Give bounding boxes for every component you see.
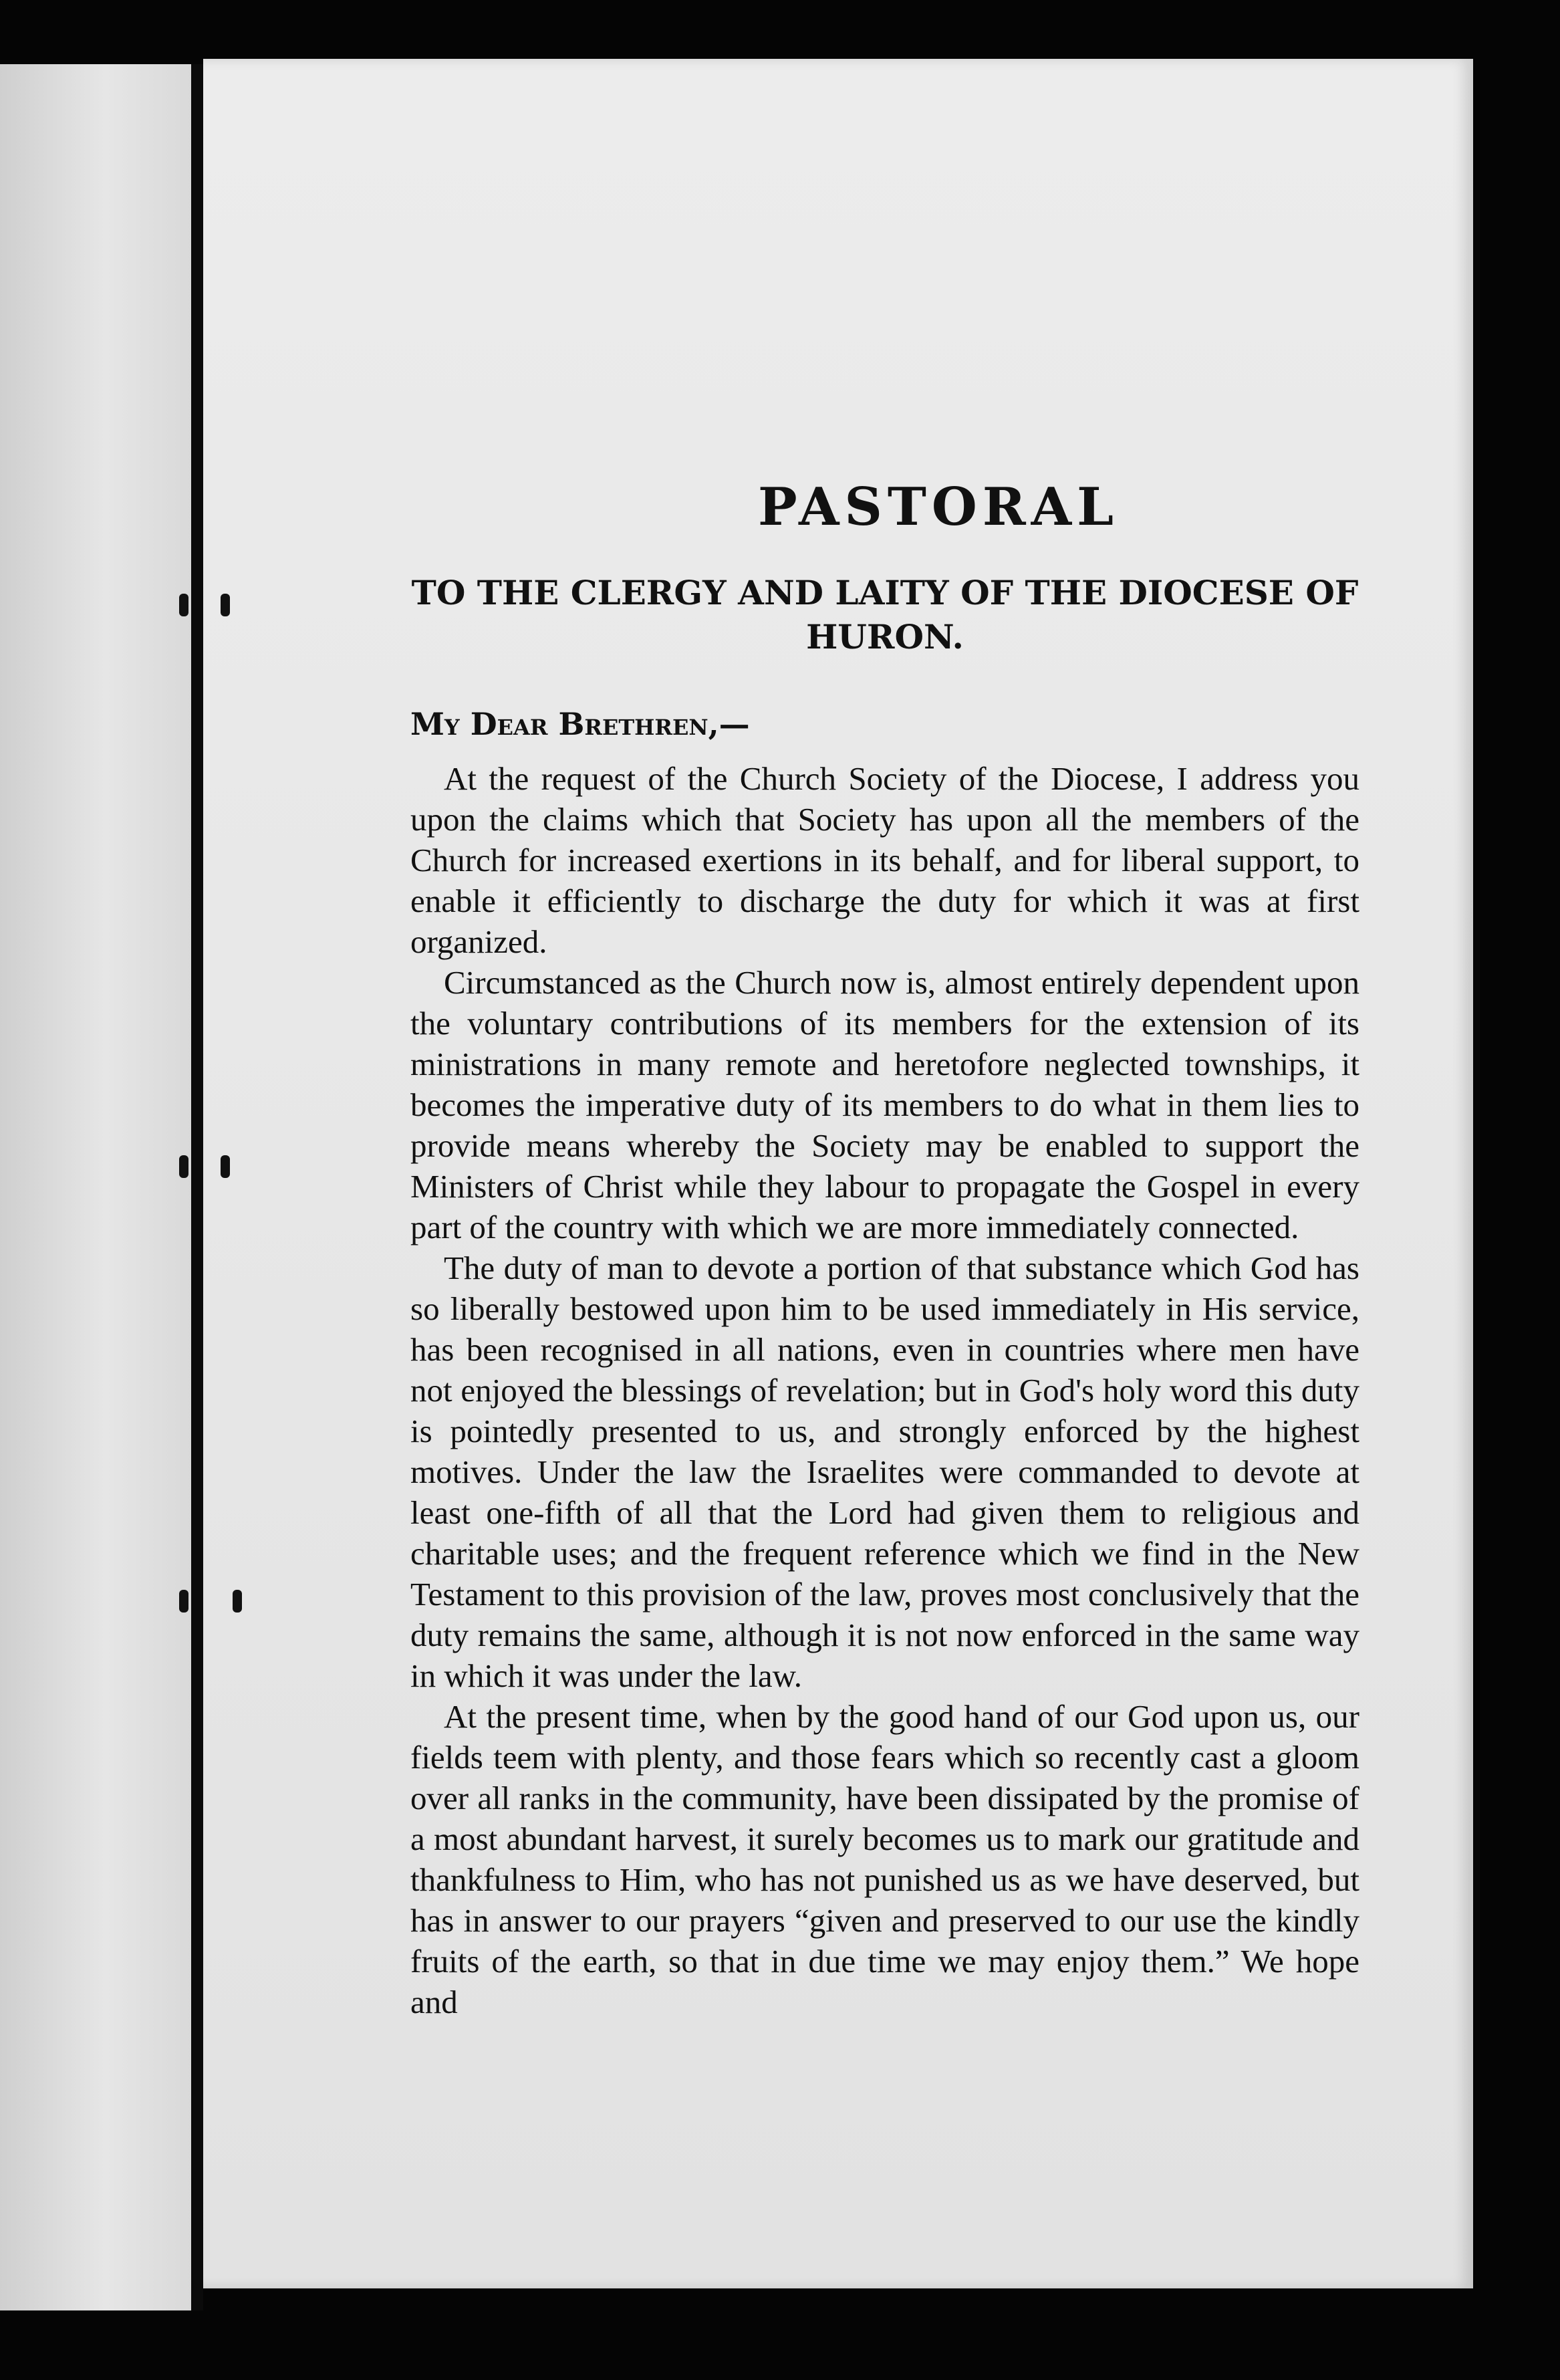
binding-thread-mark [179,594,188,616]
binding-thread-mark [221,1155,230,1178]
body-paragraph: Circumstanced as the Church now is, almost entirely dependent upon the voluntary contributions of its members for the extension of its ministrations in many remote and heretofore neglected townships, it becomes the imperative duty of its members to do what in them lies to provide means whereby the Society may be enabled to support the Ministers of Christ while they labour to propagate the Gospel in every part of the country with which we are more immediately connected. [410,964,1359,1245]
document-subtitle: TO THE CLERGY AND LAITY OF THE DIOCESE OF HURON. [411,573,1359,657]
document-title: PASTORAL [758,477,1119,538]
salutation: My Dear Brethren,— [410,706,750,742]
document-page [203,59,1473,2288]
binding-thread-mark [179,1155,188,1178]
binding-thread-mark [221,594,230,616]
facing-page-edge [0,64,191,2310]
body-paragraph: At the request of the Church Society of the Diocese, I address you upon the claims which that Society has upon all the members of the Church for increased exertions in its behalf, and for liberal support, to enable it efficiently to discharge the duty for which it was at first organized. [410,760,1359,960]
page-content [410,477,1359,2022]
binding-thread-mark [233,1590,242,1613]
body-paragraph: The duty of man to devote a portion of that substance which God has so liberally bestowed upon him to be used immediately in His service, has been recognised in all nations, even in countries where men have not enjoyed the blessings of revelation; but in God's holy word this duty is pointedly presented to us, and strongly enforced by the highest motives. Under the law the Israelites were commanded to devote at least one-fifth of all that the Lord had given them to religious and charitable uses; and the frequent reference which we find in the New Testament to this provision of the law, proves most conclusively that the duty remains the same, although it is not now enforced in the same way in which it was under the law. [410,1250,1359,1694]
book-gutter [191,64,203,2310]
binding-thread-mark [179,1590,188,1613]
body-paragraph: At the present time, when by the good hand of our God upon us, our fields teem with plenty, and those fears which so recently cast a gloom over all ranks in the community, have been dissipated by the promise of a most abundant harvest, it surely becomes us to mark our gratitude and thankfulness to Him, who has not punished us as we have deserved, but has in answer to our prayers “given and preserved to our use the kindly fruits of the earth, so that in due time we may enjoy them.” We hope and [410,1698,1359,2020]
